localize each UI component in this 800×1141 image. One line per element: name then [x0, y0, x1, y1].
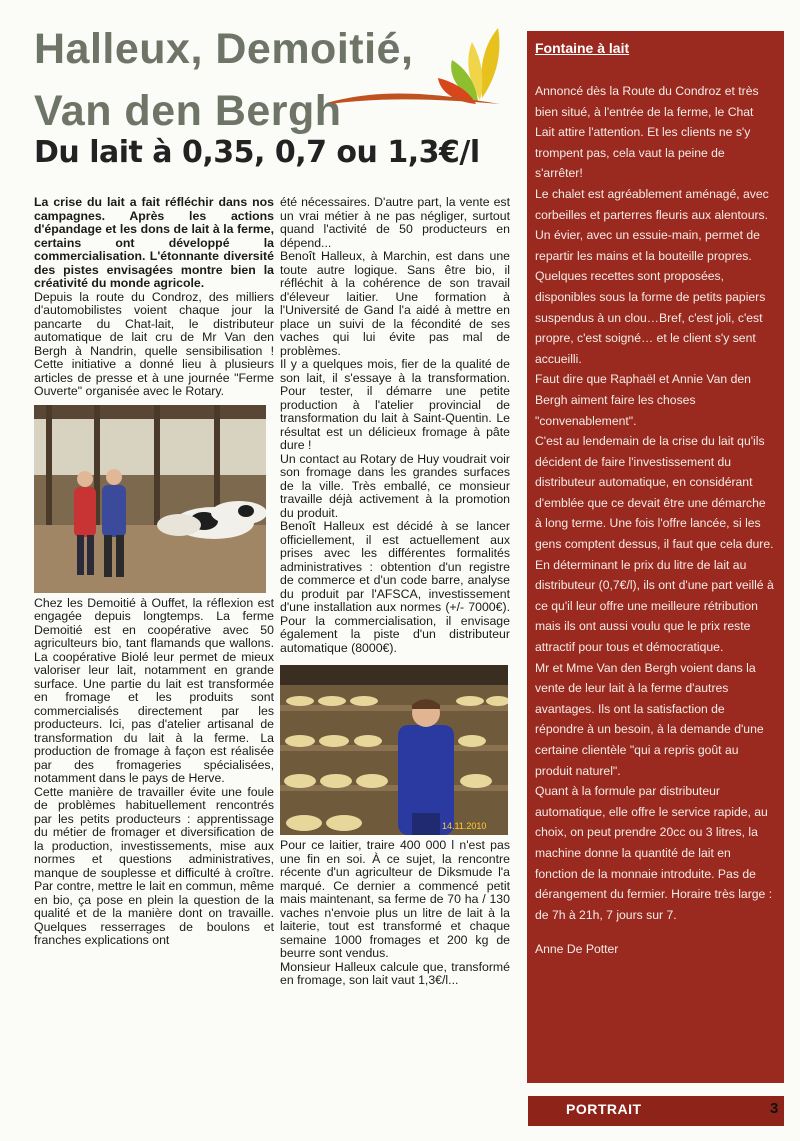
paragraph: Pour ce laitier, traire 400 000 l n'est pas une fin en soi. À ce sujet, la rencontre récente d'un agriculteur de Diksmude l'a marqué. Ce dernier a commencé petit mais maintenant, sa ferme de 70 ha / 130 vaches n'envoie plus un litre de lait à la laiterie, tout est transformé et chaque semaine 1000 fromages et 200 kg de beurre sont vendus.: [280, 838, 510, 960]
title-line-2: Van den Bergh: [34, 87, 342, 135]
paragraph: Benoît Halleux est décidé à se lancer officiellement, il est actuellement aux prises avec les différentes formalités administratives : obtention d'un registre de commerce et d'un code barre, analyse du produit par l'AFSCA, investissement d'une installation aux normes (+/- 7000€). Pour la commercialisation, il envisage également la piste d'un distributeur automatique (8000€).: [280, 519, 510, 655]
sidebar-paragraph: En déterminant le prix du litre de lait au distributeur (0,7€/l), ils ont d'une part veillé à ce qu'il leur offre une meilleure rétribution mais ils ont aussi voulu que le prix reste attractif pour tous et démocratique.: [535, 557, 774, 655]
lead-paragraph: La crise du lait a fait réfléchir dans nos campagnes. Après les actions d'épandage et les dons de lait à la ferme, certains ont développé la commercialisation. L'étonnante diversité des pistes envisagées montre bien la créativité du monde agricole.: [34, 195, 274, 290]
sidebar-box: [527, 31, 784, 1083]
photo-farmers-barn: [34, 405, 266, 593]
paragraph: Il y a quelques mois, fier de la qualité de son lait, il s'essaye à la transformation. Pour tester, il démarre une petite production à l'atelier provincial de transformation du lait à Saint-Quentin. Le résultat est un délicieux fromage à pâte dure !: [280, 357, 510, 452]
leaf-logo-icon: [330, 20, 520, 120]
paragraph: Depuis la route du Condroz, des milliers d'automobilistes voient chaque jour la pancarte du Chat-lait, le distributeur automatique de lait cru de Mr Van den Bergh à Nandrin, quelle sensibilisation ! Cette initiative a donné lieu à plusieurs articles de presse et à une journée "Ferme Ouverte" organisée avec le Rotary.: [34, 289, 274, 398]
paragraph: Cette manière de travailler évite une foule de problèmes habituellement rencontrés par les petits producteurs : apprentissage du métier de fromager et diversification de la production, investissements, mise aux normes et questions administratives, manque de souplesse et difficulté à croître. Par contre, mettre le lait en commun, même en bio, ça pose en plein la question de la qualité et de la manière dont on travaille. Quelques resserrages de boulons et franches explications ont: [34, 784, 274, 947]
page-number: 3: [770, 1100, 779, 1117]
paragraph: Monsieur Halleux calcule que, transformé en fromage, son lait vaut 1,3€/l...: [280, 959, 510, 987]
article-subtitle: Du lait à 0,35, 0,7 ou 1,3€/l: [34, 135, 480, 170]
paragraph: Benoît Halleux, à Marchin, est dans une toute autre logique. Sans être bio, il réfléchit à la cohérence de son travail d'éleveur laitier. Une formation à l'Université de Gand l'a aidé à mettre en place un suivi de la fécondité de ses vaches qui lui évite pas mal de problèmes.: [280, 249, 510, 358]
sidebar-author: Anne De Potter: [535, 942, 619, 957]
paragraph: Chez les Demoitié à Ouffet, la réflexion est engagée depuis longtemps. La ferme Demoitié est en coopérative avec 50 agriculteurs bio, tant flamands que wallons. La coopérative Biolé leur permet de mieux valoriser leur lait, notamment en grande surface. Une partie du lait est transformée en fromage et les produits sont commercialisés directement par les producteurs. Ici, pas d'atelier artisanal de transformation du lait à la ferme. La production de fromage à façon est réalisée par des fromageries spécialisées, notamment dans le pays de Herve.: [34, 595, 274, 785]
section-label: PORTRAIT: [566, 1101, 642, 1117]
column-1: [34, 196, 274, 948]
cheese-photo-image: [280, 665, 508, 835]
photo-cheese-cellar: [280, 665, 508, 835]
sidebar-paragraph: Quant à la formule par distributeur automatique, elle offre le service rapide, au choix, on peut prendre 20cc ou 3 litres, la machine donne la quantité de lait en fonction de la monnaie introduite. Pas de dérangement du fermier. Horaire très large : de 7h à 21h, 7 jours sur 7.: [535, 784, 773, 922]
sidebar-paragraph: C'est au lendemain de la crise du lait qu'ils décident de faire l'investissement du distributeur automatique, en considérant d'emblée que ce devait être une démarche à long terme. Une fois l'offre lancée, si les gens comptent dessus, il faut que cela dure.: [535, 434, 774, 552]
paragraph: Un contact au Rotary de Huy voudrait voir son fromage dans les grandes surfaces de la ville. Très emballé, ce monsieur travaille déjà activement à la promotion du produit.: [280, 451, 510, 520]
barn-photo-image: [34, 405, 266, 593]
column-2: [280, 196, 510, 988]
sidebar-heading: Fontaine à lait: [535, 40, 630, 56]
paragraph: été nécessaires. D'autre part, la vente est un vrai métier à ne pas négliger, surtout quand l'activité de 50 producteurs en dépend...: [280, 195, 510, 250]
sidebar-paragraph: Mr et Mme Van den Bergh voient dans la vente de leur lait à la ferme d'autres avantages. Ils ont la satisfaction de répondre à un besoin, à la demande d'une certaine clientèle "qui a repris goût au produit naturel".: [535, 660, 764, 778]
sidebar-paragraph: Faut dire que Raphaël et Annie Van den Bergh aiment faire les choses "convenablement".: [535, 372, 751, 428]
sidebar-paragraph: Le chalet est agréablement aménagé, avec corbeilles et parterres fleuris aux alentours. Un évier, avec un essuie-main, permet de repartir les mains et la bouteille propres. Quelques recettes sont proposées, disponibles sous la forme de petits papiers suspendus à un clou…Bref, c'est joli, c'est propre, c'est soigné… et le client s'y sent accueilli.: [535, 186, 769, 366]
sidebar-paragraph: Annoncé dès la Route du Condroz et très bien situé, à l'entrée de la ferme, le Chat Lait attire l'attention. Et les clients ne s'y trompent pas, cela vaut la peine de s'arrêter!: [535, 84, 759, 181]
title-line-1: Halleux, Demoitié,: [34, 25, 414, 73]
photo-date-stamp: 14.11.2010: [442, 821, 487, 831]
